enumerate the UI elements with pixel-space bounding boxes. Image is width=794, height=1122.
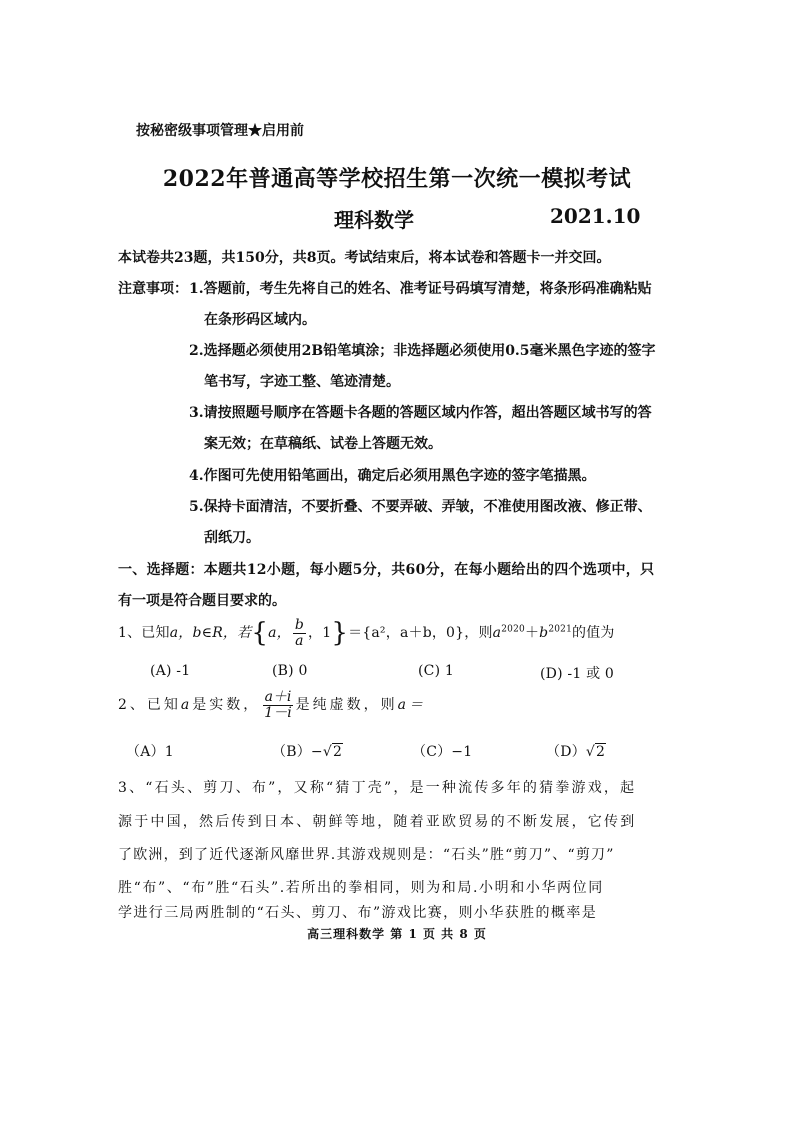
q3-line-5: 学进行三局两胜制的“石头、剪刀、布”游戏比赛，则小华获胜的概率是 <box>118 905 598 921</box>
confidentiality-note: 按秘密级事项管理★启用前 <box>136 123 304 139</box>
q1-plus: ＋ <box>524 625 540 642</box>
exam-title: 2022年普通高等学校招生第一次统一模拟考试 <box>162 166 632 192</box>
section-heading-line2: 有一项是符合题目要求的。 <box>118 593 286 609</box>
notice-label: 注意事项： <box>118 281 188 297</box>
q1-exp-b: 2021 <box>548 624 573 635</box>
q2-frac-num: a＋i <box>264 689 292 705</box>
notice-item-4-line1: 4.作图可先使用铅笔画出，确定后必须用黑色字迹的签字笔描黑。 <box>189 468 596 484</box>
q1-frac-den: a <box>295 632 304 649</box>
page-footer: 高三理科数学 第 1 页 共 8 页 <box>307 927 487 941</box>
q1-expr-b: b <box>539 625 549 642</box>
q3-line-1: 3、“石头、剪刀、布”，又称“猜丁壳”，是一种流传多年的猜拳游戏，起 <box>118 780 637 796</box>
q2-fraction <box>262 690 293 720</box>
notice-item-2-line1: 2.选择题必须使用2B铅笔填涂；非选择题必须使用0.5毫米黑色字迹的签字 <box>189 343 656 359</box>
q2-suffix: 是纯虚数，则 <box>295 697 398 714</box>
q2-tail: a＝ <box>397 697 427 714</box>
notice-item-3-line1: 3.请按照题号顺序在答题卡各题的答题区域内作答，超出答题区域书写的答 <box>189 405 652 421</box>
q2-var: a <box>180 697 193 714</box>
q1-equals: ＝{a²，a＋b，0}，则 <box>348 625 493 642</box>
q2-option-b <box>272 741 343 761</box>
q2-option-d-label: （D） <box>546 744 586 760</box>
q1-frac-num: b <box>294 617 305 633</box>
q2-option-b-label: （B）− <box>272 744 323 760</box>
notice-item-1-line2: 在条形码区域内。 <box>204 312 316 328</box>
q1-set-left-end: ，1 <box>308 625 332 642</box>
q1-vars: a，b∈R，若 <box>169 625 252 642</box>
q2-option-a: （A）1 <box>126 744 174 760</box>
q2-option-d-rad: 2 <box>595 744 606 760</box>
sqrt-icon: √2 <box>322 744 343 760</box>
q2-option-d <box>546 741 606 761</box>
sqrt-icon: √2 <box>585 744 606 760</box>
q1-expr-a: a <box>492 625 502 642</box>
q1-option-b: (B) 0 <box>272 663 308 679</box>
notice-item-3-line2: 案无效；在草稿纸、试卷上答题无效。 <box>204 436 442 452</box>
section-heading-line1: 一、选择题：本题共12小题，每小题5分，共60分，在每小题给出的四个选项中，只 <box>118 562 655 578</box>
right-brace-icon: } <box>331 618 349 649</box>
q2-mid: 是实数， <box>192 697 261 714</box>
q1-suffix: 的值为 <box>572 625 615 642</box>
notice-item-1-line1: 1.答题前，考生先将自己的姓名、准考证号码填写清楚，将条形码准确粘贴 <box>189 281 652 297</box>
notice-item-2-line2: 笔书写，字迹工整、笔迹清楚。 <box>204 374 400 390</box>
q1-prefix: 1、已知 <box>118 625 170 642</box>
q2-option-c: （C）−1 <box>412 744 473 760</box>
q1-set-left: a， <box>268 625 291 642</box>
q3-line-3: 了欧洲，到了近代逐渐风靡世界.其游戏规则是：“石头”胜“剪刀”、“剪刀” <box>118 847 615 863</box>
q3-line-2: 源于中国，然后传到日本、朝鲜等地，随着亚欧贸易的不断发展，它传到 <box>118 814 637 830</box>
exam-intro: 本试卷共23题，共150分，共8页。考试结束后，将本试卷和答题卡一并交回。 <box>118 250 611 266</box>
q1-exp-a: 2020 <box>501 624 525 635</box>
q1-option-a: (A) -1 <box>150 663 191 679</box>
q1-option-d: (D) -1 或 0 <box>540 666 615 682</box>
q2-frac-den: 1－i <box>264 704 292 721</box>
q3-line-4: 胜“布”、“布”胜“石头”.若所出的拳相同，则为和局.小明和小华两位同 <box>118 880 604 896</box>
notice-item-5-line2: 刮纸刀。 <box>204 530 260 546</box>
notice-item-5-line1: 5.保持卡面清洁，不要折叠、不要弄破、弄皱，不准使用图改液、修正带、 <box>189 499 652 515</box>
question-1-stem <box>118 618 615 648</box>
question-2-stem <box>118 690 426 720</box>
q2-option-b-rad: 2 <box>332 744 343 760</box>
exam-date: 2021.10 <box>550 204 641 228</box>
q2-prefix: 2、已知 <box>118 697 181 714</box>
q1-fraction <box>293 618 306 648</box>
q1-option-c: (C) 1 <box>418 663 454 679</box>
exam-subject: 理科数学 <box>334 208 414 232</box>
left-brace-icon: { <box>251 618 269 649</box>
